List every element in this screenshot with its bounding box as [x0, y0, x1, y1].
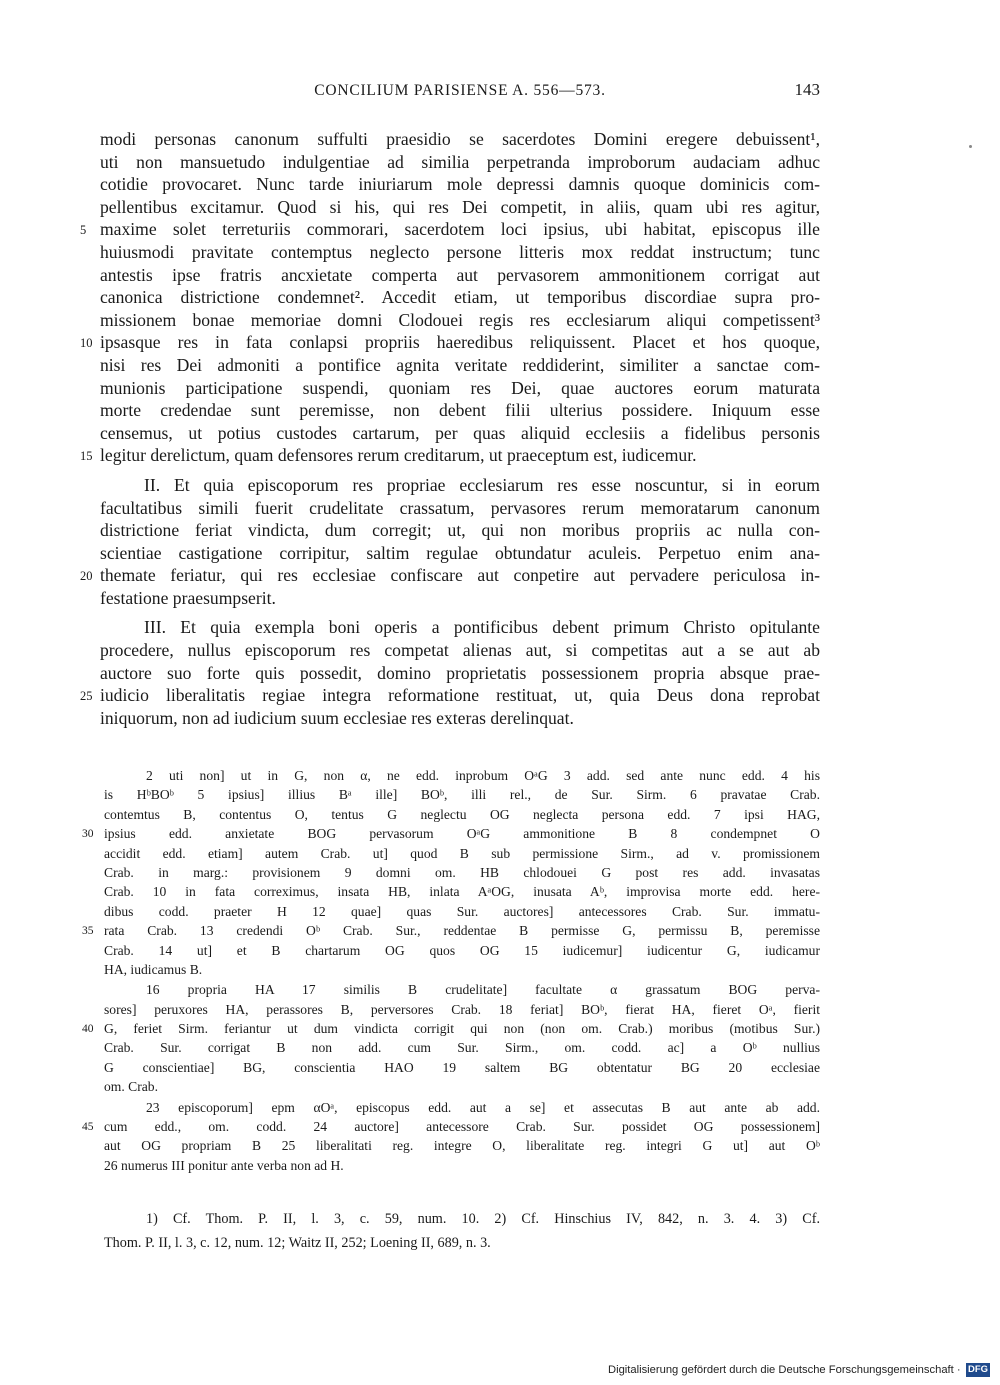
- text-line-text: munionis participatione suspendi, quoniam res Dei, quae auctores eorum maturata: [100, 377, 820, 398]
- line-number: 30: [82, 828, 94, 841]
- text-line-text: districtione feriat vindicta, dum corregit; ut, qui non moribus propriis ac nulla con-: [100, 520, 820, 541]
- line-number: 20: [80, 569, 93, 584]
- text-line: [100, 173, 820, 196]
- running-title: CONCILIUM PARISIENSE A. 556—573.: [314, 82, 606, 99]
- text-line: [100, 309, 820, 332]
- footnote-line: 1) Cf. Thom. P. II, l. 3, c. 59, num. 10. 2) Cf. Hinschius IV, 842, n. 3. 4. 3) Cf.: [146, 1211, 820, 1227]
- apparatus-line-text: contemtus B, contentus O, tentus G neglectu OG neglecta persona edd. 7 ipsi HAG,: [104, 806, 820, 822]
- text-line: [100, 264, 820, 287]
- apparatus-line: [104, 1058, 820, 1077]
- apparatus-line-text: 2 uti non] ut in G, non α, ne edd. inprobum OᵃG 3 add. sed ante nunc edd. 4 his: [146, 768, 820, 783]
- apparatus-paragraph: [82, 766, 820, 979]
- apparatus-line: [104, 902, 820, 921]
- text-line-text: canonica districtione condemnet². Accedit etiam, ut temporibus discordiae supra pro-: [100, 287, 820, 308]
- apparatus-line: [82, 1117, 820, 1136]
- text-line-text: scientiae castigatione corripitur, saltim regulae obtundatur aculeis. Perpetuo enim ana-: [100, 542, 820, 563]
- apparatus-line: [104, 1136, 820, 1155]
- apparatus-line-text: G conscientiae] BG, conscientia HAO 19 saltem BG obtentatur BG 20 ecclesiae: [104, 1059, 820, 1075]
- apparatus-line-text: accidit edd. etiam] autem Crab. ut] quod B sub permissione Sirm., ad v. promissionem: [104, 845, 820, 861]
- text-line: [100, 196, 820, 219]
- text-line-text: iniquorum, non ad iudicium suum ecclesiae res exteras derelinquat.: [100, 707, 574, 728]
- apparatus-line: [104, 785, 820, 804]
- text-line: [100, 241, 820, 264]
- text-line-text: modi personas canonum suffulti praesidio se sacerdotes Domini eregere debuissent¹,: [100, 129, 820, 149]
- apparatus-line-text: is HᵇBOᵇ 5 ipsius] illius Bᵃ ille] BOᵇ, illi rel., de Sur. Sirm. 6 pravatae Crab.: [104, 787, 820, 803]
- apparatus-line: [82, 921, 820, 940]
- apparatus-line: [104, 805, 820, 824]
- apparatus-line: [104, 1000, 820, 1019]
- text-line-text: missionem bonae memoriae domni Clodouei regis res ecclesiarum aliqui competissent³: [100, 309, 820, 330]
- apparatus-line: [82, 824, 820, 843]
- apparatus-line-text: om. Crab.: [104, 1079, 158, 1095]
- line-number: 40: [82, 1023, 94, 1036]
- line-number: 15: [80, 449, 93, 464]
- funding-note: Digitalisierung gefördert durch die Deutsche Forschungsgemeinschaft ·: [608, 1364, 961, 1376]
- apparatus-line-text: ipsius edd. anxietate BOG pervasorum OᵃG ammonitione B 8 condempnet O: [104, 826, 820, 842]
- apparatus-line: [104, 1156, 820, 1175]
- apparatus-line-text: sores] peruxores HA, perassores B, perversores Crab. 18 feriat] BOᵇ, fierat HA, fieret Oᵃ, fierit: [104, 1001, 820, 1017]
- text-line: [100, 616, 820, 639]
- text-line: [100, 474, 820, 497]
- apparatus-line-text: Crab. Sur. corrigat B non add. cum Sur. Sirm., om. codd. ac] a Oᵇ nullius: [104, 1040, 820, 1056]
- text-line-text: themate feriatur, qui res ecclesiae confiscare aut conpetire aut pervadere periculosa in-: [100, 565, 820, 586]
- text-line: [100, 286, 820, 309]
- line-number: 5: [80, 223, 87, 238]
- text-paragraph: [80, 128, 820, 467]
- apparatus-line: [104, 1038, 820, 1057]
- text-line: [100, 639, 820, 662]
- text-line: [100, 128, 820, 151]
- text-line-text: legitur derelictum, quam defensores rerum creditarum, ut praeceptum est, iudicemur.: [100, 445, 697, 466]
- text-line: [80, 218, 820, 241]
- text-line-text: iudicio liberalitatis regiae integra reformatione restituat, ut, quia Deus dona reprobat: [100, 685, 820, 706]
- apparatus-paragraph: [82, 980, 820, 1096]
- text-line: [80, 444, 820, 467]
- text-line-text: uti non mansuetudo indulgentiae ad similia perpetranda improborum audaciam adhuc: [100, 151, 820, 172]
- text-line: [80, 684, 820, 707]
- apparatus-line: [104, 844, 820, 863]
- text-paragraph: [80, 474, 820, 610]
- apparatus-line-text: cum edd., om. codd. 24 auctore] antecessore Crab. Sur. possidet OG possessionem]: [104, 1119, 820, 1135]
- text-paragraph: [80, 616, 820, 729]
- text-line-text: antestis ipse fratris ancxietate comperta aut pervasorem ammonitionem corrigat aut: [100, 264, 820, 285]
- apparatus-line-text: dibus codd. praeter H 12 quae] quas Sur. auctores] antecessores Crab. Sur. immatu-: [104, 903, 820, 919]
- apparatus-line-text: HA, iudicamus B.: [104, 961, 203, 977]
- text-line: [100, 662, 820, 685]
- line-number: 25: [80, 689, 93, 704]
- apparatus-line: [104, 1077, 820, 1096]
- text-line: [100, 399, 820, 422]
- apparatus-line: [104, 960, 820, 979]
- text-line-text: procedere, nullus episcoporum res competat alienas aut, si competitas aut a se aut ab: [100, 640, 820, 661]
- apparatus-line-text: 16 propria HA 17 similis B crudelitate] facultate α grassatum BOG perva-: [146, 982, 820, 998]
- dfg-logo: DFG: [967, 1364, 989, 1375]
- scan-speck: [969, 145, 972, 148]
- page-header: [100, 78, 820, 104]
- line-number: 10: [80, 336, 93, 351]
- text-line: [80, 331, 820, 354]
- apparatus-line: [104, 1098, 820, 1117]
- text-line: [100, 422, 820, 445]
- text-line-text: censemus, ut potius custodes cartarum, per quas aliquid ecclesiis a fidelibus personis: [100, 422, 820, 443]
- main-text: [80, 128, 820, 736]
- apparatus-line: [104, 882, 820, 901]
- text-line-text: maxime solet terreturiis commorari, sacerdotem loci ipsius, ubi habitat, episcopus ille: [100, 219, 820, 240]
- apparatus-line: [104, 863, 820, 882]
- apparatus-line-text: Crab. in marg.: provisionem 9 domni om. HB chlodouei G post res add. invasatas: [104, 864, 820, 880]
- text-line-text: nisi res Dei admoniti a pontifice agnita veritate reddiderint, similiter a sanctae com-: [100, 354, 820, 375]
- apparatus-line-text: 23 episcoporum] epm αOᵃ, episcopus edd. aut a se] et assecutas B aut ante ab add.: [146, 1099, 820, 1115]
- critical-apparatus: [82, 766, 820, 1176]
- text-line-text: II. Et quia episcoporum res propriae ecclesiarum res esse noscuntur, si in eorum: [144, 474, 820, 495]
- apparatus-line-text: rata Crab. 13 credendi Oᵇ Crab. Sur., reddentae B permisse G, permissu B, peremisse: [104, 923, 820, 939]
- text-line-text: pellentibus excitamur. Quod si his, qui res Dei competit, in aliis, quam ubi res agitur,: [100, 196, 820, 217]
- apparatus-line: [104, 766, 820, 785]
- line-number: 45: [82, 1121, 94, 1134]
- line-number: 35: [82, 925, 94, 938]
- apparatus-line-text: G, feriet Sirm. feriantur ut dum vindicta corrigit qui non (non om. Crab.) moribus (motibus Sur.): [104, 1021, 820, 1037]
- text-line: [100, 151, 820, 174]
- apparatus-line: [104, 980, 820, 999]
- text-line: [100, 497, 820, 520]
- text-line: [80, 564, 820, 587]
- text-line-text: III. Et quia exempla boni operis a pontificibus debent primum Christo opitulante: [144, 617, 820, 638]
- text-line: [100, 519, 820, 542]
- footnote-line: Thom. P. II, l. 3, c. 12, num. 12; Waitz II, 252; Loening II, 689, n. 3.: [104, 1235, 491, 1251]
- text-line-text: huiusmodi pravitate contemptus neglecto persone litteris mox reddat instructum; tunc: [100, 241, 820, 262]
- text-line-text: ipsasque res in fata conlapsi propriis haeredibus reliquissent. Placet et hos quoque,: [100, 332, 820, 353]
- apparatus-line-text: Crab. 14 ut] et B chartarum OG quos OG 15 iudicemur] iudicentur G, iudicamur: [104, 942, 820, 958]
- apparatus-line: [82, 1019, 820, 1038]
- text-line-text: morte credendae sunt peremisse, non debent filii ulterius possidere. Iniquum esse: [100, 400, 820, 421]
- footnotes: [104, 1207, 820, 1255]
- apparatus-line: [104, 941, 820, 960]
- apparatus-paragraph: [82, 1098, 820, 1176]
- text-line-text: festatione praesumpserit.: [100, 587, 276, 608]
- text-line-text: auctore suo forte quis possedit, domino proprietatis possessionem propria absque prae-: [100, 662, 820, 683]
- text-line-text: cotidie provocaret. Nunc tarde iniuriarum mole depressi damnis quoque dominicis com-: [100, 174, 820, 195]
- page-number: 143: [794, 80, 820, 99]
- text-line: [100, 354, 820, 377]
- apparatus-line-text: Crab. 10 in fata correximus, insata HB, inlata AᵃOG, inusata Aᵇ, improvisa morte edd. here-: [104, 884, 820, 900]
- text-line: [100, 587, 820, 610]
- text-line-text: facultatibus simili fuerit crudelitate crassatum, pervasores rerum memoratarum canonum: [100, 497, 820, 518]
- text-line: [100, 377, 820, 400]
- text-line: [100, 707, 820, 730]
- apparatus-line-text: aut OG propriam B 25 liberalitati reg. integre O, liberalitate reg. integri G ut] aut Oᵇ: [104, 1138, 820, 1154]
- apparatus-line-text: 26 numerus III ponitur ante verba non ad H.: [104, 1157, 344, 1173]
- text-line: [100, 542, 820, 565]
